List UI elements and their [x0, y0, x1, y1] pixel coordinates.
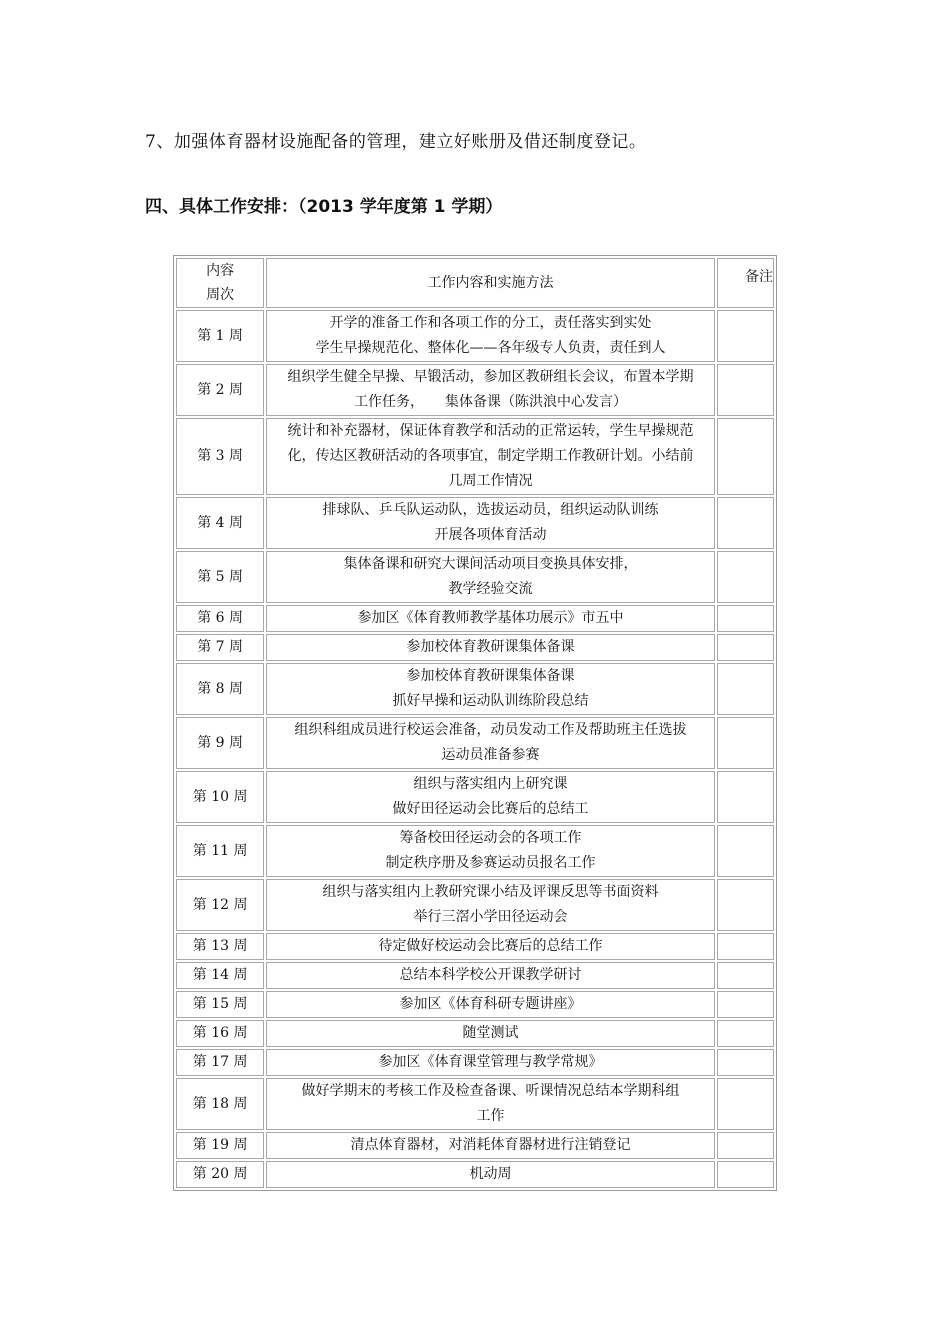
note-cell [717, 310, 774, 362]
content-line: 化，传达区教研活动的各项事宜，制定学期工作教研计划。小结前 [287, 448, 694, 464]
table-row [176, 1132, 774, 1159]
content-cell [266, 933, 715, 960]
note-cell [717, 418, 774, 495]
header-note-cell: 备注 [717, 258, 774, 308]
week-cell: 第 13 周 [176, 933, 264, 960]
note-cell [717, 497, 774, 549]
content-line: 参加校体育教研课集体备课 [406, 639, 575, 655]
header-week-cell [176, 258, 264, 308]
paragraph-item-7: 7、加强体育器材设施配备的管理，建立好账册及借还制度登记。 [145, 132, 647, 152]
content-line: 筹备校田径运动会的各项工作 [399, 830, 582, 846]
table-row [176, 1049, 774, 1076]
content-line: 运动员准备参赛 [441, 747, 540, 763]
content-cell [266, 1078, 715, 1130]
table-row [176, 717, 774, 769]
week-cell: 第 8 周 [176, 663, 264, 715]
week-cell: 第 12 周 [176, 879, 264, 931]
content-line: 统计和补充器材，保证体育教学和活动的正常运转，学生早操规范 [287, 423, 694, 439]
content-cell [266, 310, 715, 362]
content-line: 组织与落实组内上研究课 [413, 776, 568, 792]
table-row [176, 1161, 774, 1188]
schedule-table [173, 255, 777, 1191]
week-cell: 第 5 周 [176, 551, 264, 603]
week-cell: 第 1 周 [176, 310, 264, 362]
content-line: 制定秩序册及参赛运动员报名工作 [385, 855, 596, 871]
content-line: 教学经验交流 [448, 581, 533, 597]
note-cell [717, 879, 774, 931]
content-cell [266, 418, 715, 495]
content-cell [266, 1132, 715, 1159]
table-row [176, 879, 774, 931]
content-cell [266, 1161, 715, 1188]
content-line: 参加区《体育教师教学基体功展示》市五中 [357, 610, 624, 626]
note-cell [717, 991, 774, 1018]
content-cell [266, 663, 715, 715]
section-heading: 四、具体工作安排：（2013 学年度第 1 学期） [145, 197, 503, 217]
content-line: 抓好早操和运动队训练阶段总结 [392, 693, 589, 709]
week-cell: 第 9 周 [176, 717, 264, 769]
content-cell [266, 879, 715, 931]
content-line: 清点体育器材，对消耗体育器材进行注销登记 [350, 1137, 631, 1153]
content-line: 开学的准备工作和各项工作的分工，责任落实到实处 [329, 315, 652, 331]
table-row [176, 663, 774, 715]
table-row [176, 933, 774, 960]
content-line: 参加区《体育科研专题讲座》 [399, 996, 582, 1012]
header-week-line2: 周次 [206, 287, 235, 303]
schedule-table-container [173, 255, 777, 1191]
table-row [176, 825, 774, 877]
note-cell [717, 1049, 774, 1076]
content-line: 参加校体育教研课集体备课 [406, 668, 575, 684]
week-cell: 第 19 周 [176, 1132, 264, 1159]
note-cell [717, 1020, 774, 1047]
content-cell [266, 1020, 715, 1047]
content-cell [266, 1049, 715, 1076]
content-cell [266, 825, 715, 877]
content-line: 集体备课和研究大课间活动项目变换具体安排， [343, 556, 638, 572]
schedule-table-body [176, 258, 774, 1188]
week-cell: 第 20 周 [176, 1161, 264, 1188]
content-cell [266, 717, 715, 769]
note-cell [717, 771, 774, 823]
table-row [176, 1078, 774, 1130]
table-row [176, 991, 774, 1018]
content-cell [266, 771, 715, 823]
header-content-cell: 工作内容和实施方法 [266, 258, 715, 308]
content-line: 组织学生健全早操、早锻活动，参加区教研组长会议，布置本学期 [287, 369, 694, 385]
table-row [176, 310, 774, 362]
table-header-row [176, 258, 774, 308]
note-cell [717, 1161, 774, 1188]
table-row [176, 771, 774, 823]
content-line: 举行三滘小学田径运动会 [413, 909, 568, 925]
content-line: 组织科组成员进行校运会准备，动员发动工作及帮助班主任选拔 [294, 722, 687, 738]
content-line: 学生早操规范化、整体化——各年级专人负责，责任到人 [315, 340, 666, 356]
content-line: 机动周 [469, 1166, 512, 1182]
content-line: 几周工作情况 [448, 473, 533, 489]
note-cell [717, 933, 774, 960]
content-line: 参加区《体育课堂管理与教学常规》 [378, 1054, 603, 1070]
content-line: 随堂测试 [462, 1025, 519, 1041]
content-line: 排球队、乒乓队运动队，选拔运动员，组织运动队训练 [322, 502, 659, 518]
table-row [176, 418, 774, 495]
table-row [176, 1020, 774, 1047]
note-cell [717, 634, 774, 661]
content-line: 组织与落实组内上教研究课小结及评课反思等书面资料 [322, 884, 659, 900]
content-line: 开展各项体育活动 [434, 527, 547, 543]
week-cell: 第 10 周 [176, 771, 264, 823]
week-cell: 第 6 周 [176, 605, 264, 632]
content-cell [266, 551, 715, 603]
content-line: 做好田径运动会比赛后的总结工 [392, 801, 589, 817]
week-cell: 第 17 周 [176, 1049, 264, 1076]
note-cell [717, 1078, 774, 1130]
table-row [176, 634, 774, 661]
week-cell: 第 16 周 [176, 1020, 264, 1047]
week-cell: 第 3 周 [176, 418, 264, 495]
note-cell [717, 825, 774, 877]
content-line: 待定做好校运动会比赛后的总结工作 [378, 938, 603, 954]
note-cell [717, 605, 774, 632]
content-cell [266, 962, 715, 989]
week-cell: 第 15 周 [176, 991, 264, 1018]
header-week-line1: 内容 [206, 263, 235, 279]
note-cell [717, 551, 774, 603]
content-cell [266, 634, 715, 661]
table-row [176, 551, 774, 603]
content-cell [266, 364, 715, 416]
content-line: 总结本科学校公开课教学研讨 [399, 967, 582, 983]
content-line: 工作 [476, 1108, 505, 1124]
content-line: 工作任务， 集体备课（陈洪浪中心发言） [354, 394, 628, 410]
note-cell [717, 962, 774, 989]
content-line: 做好学期末的考核工作及检查备课、听课情况总结本学期科组 [301, 1083, 680, 1099]
week-cell: 第 14 周 [176, 962, 264, 989]
content-cell [266, 991, 715, 1018]
week-cell: 第 18 周 [176, 1078, 264, 1130]
week-cell: 第 2 周 [176, 364, 264, 416]
note-cell [717, 717, 774, 769]
content-cell [266, 497, 715, 549]
week-cell: 第 7 周 [176, 634, 264, 661]
note-cell [717, 663, 774, 715]
table-row [176, 605, 774, 632]
week-cell: 第 4 周 [176, 497, 264, 549]
table-row [176, 497, 774, 549]
content-cell [266, 605, 715, 632]
table-row [176, 962, 774, 989]
note-cell [717, 1132, 774, 1159]
table-row [176, 364, 774, 416]
note-cell [717, 364, 774, 416]
week-cell: 第 11 周 [176, 825, 264, 877]
